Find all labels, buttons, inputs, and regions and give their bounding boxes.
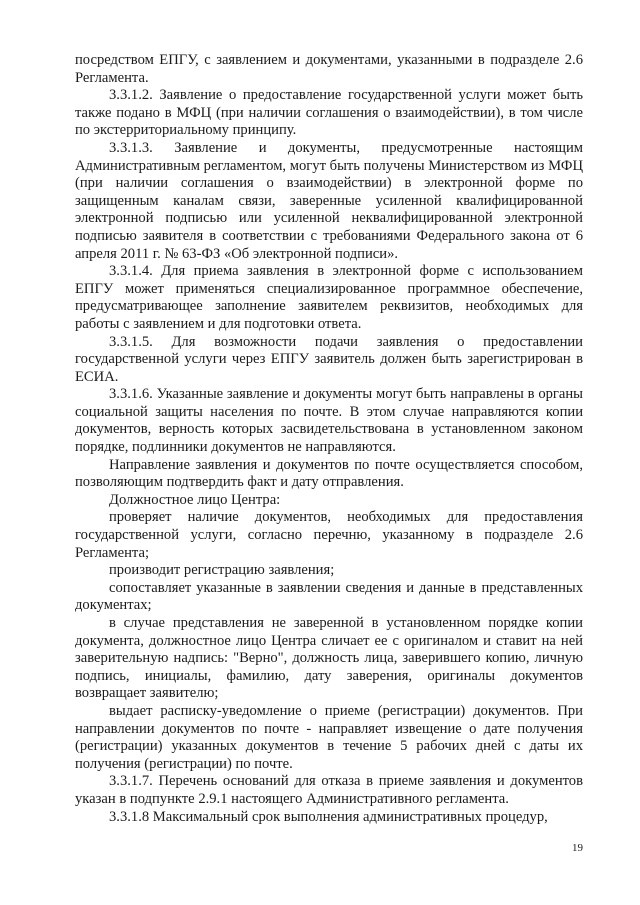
paragraph: 3.3.1.3. Заявление и документы, предусмотренные настоящим Административным регламентом, могут быть получены Министерством из МФЦ (при наличии соглашения о взаимодействии) в электронной форме по защищенным каналам связи, заверенные усиленной квалифицированной электронной подписью или усиленной неквалифицированной электронной подписью заявителя в соответствии с требованиями Федерального закона от 6 апреля 2011 г. № 63-ФЗ «Об электронной подписи». <box>75 139 583 262</box>
paragraph: Должностное лицо Центра: <box>109 491 281 508</box>
paragraph: сопоставляет указанные в заявлении сведения и данные в представленных документах; <box>75 579 583 614</box>
paragraph: 3.3.1.4. Для приема заявления в электронной форме с использованием ЕПГУ может применяться специализированное программное обеспечение, предусматривающее заполнение заявителем реквизитов, необходимых для работы с заявлением и для подготовки ответа. <box>75 263 583 332</box>
paragraph: 3.3.1.7. Перечень оснований для отказа в приеме заявления и документов указан в подпункте 2.9.1 настоящего Административного регламента. <box>75 773 583 807</box>
paragraph: 3.3.1.2. Заявление о предоставление государственной услуги может быть также подано в МФЦ (при наличии соглашения о взаимодействии), в том числе по экстерриториальному принципу. <box>75 87 583 139</box>
paragraph: в случае представления не заверенной в установленном порядке копии документа, должностное лицо Центра сличает ее с оригиналом и ставит на ней заверительную надпись: "Верно", должность лица, заверившего копию, личную подпись, инициалы, фамилию, дату заверения, оригиналы документов возвращает заявителю; <box>75 615 583 702</box>
paragraph: Направление заявления и документов по почте осуществляется способом, позволяющим подтвердить факт и дату отправления. <box>75 456 583 491</box>
paragraph: 3.3.1.6. Указанные заявление и документы могут быть направлены в органы социальной защиты населения по почте. В этом случае направляются копии документов, верность которых засвидетельствована в установленном законом порядке, подлинники документов не направляются. <box>75 386 583 456</box>
paragraph: выдает расписку-уведомление о приеме (регистрации) документов. При направлении документов по почте - направляет извещение о дате получения (регистрации) указанных документов в течение 5 рабочих дней с даты их получения (регистрации) по почте. <box>75 702 583 772</box>
paragraph: производит регистрацию заявления; <box>109 562 335 579</box>
paragraph: 3.3.1.8 Максимальный срок выполнения административных процедур, <box>109 808 548 825</box>
paragraph: посредством ЕПГУ, с заявлением и документами, указанными в подразделе 2.6 Регламента. <box>75 52 583 86</box>
paragraph: проверяет наличие документов, необходимых для предоставления государственной услуги, согласно перечню, указанному в подразделе 2.6 Регламента; <box>75 509 583 561</box>
body-text <box>75 52 583 826</box>
page-number: 19 <box>572 842 583 854</box>
paragraph: 3.3.1.5. Для возможности подачи заявления о предоставлении государственной услуги через ЕПГУ заявитель должен быть зарегистрирован в ЕСИА. <box>75 333 583 385</box>
